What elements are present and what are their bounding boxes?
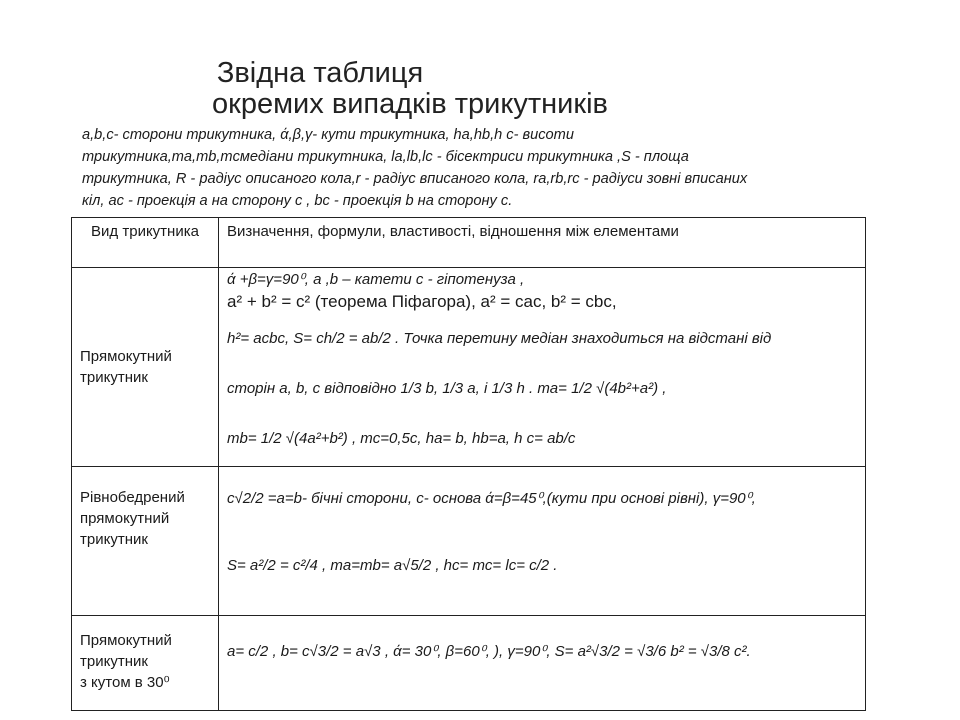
formula-line: a= c/2 , b= c√3/2 = a√3 , ά= 30⁰, β=60⁰, ), γ=90⁰, S= a²√3/2 = √3/6 b² = √3/8 c². xyxy=(227,643,751,660)
formula-line: mb= 1/2 √(4a²+b²) , mc=0,5c, ha= b, hb=a, h c= ab/c xyxy=(227,430,576,447)
row-name-cell xyxy=(72,268,219,467)
row-formula-cell xyxy=(219,616,866,711)
intro-line-4: кіл, ac - проекція a на сторону c , bc - проекція b на сторону c. xyxy=(82,193,513,209)
formula-line: S= a²/2 = c²/4 , ma=mb= a√5/2 , hc= mc= lc= c/2 . xyxy=(227,557,558,574)
table-header-row xyxy=(72,218,866,268)
row-name-line: Прямокутний xyxy=(80,632,172,649)
formula-line: a² + b² = c² (теорема Піфагора), a² = cac, b² = cbc, xyxy=(227,292,617,311)
row-name-cell xyxy=(72,467,219,616)
formula-line: ά +β=γ=90⁰, a ,b – катети c - гіпотенуза , xyxy=(227,271,525,288)
row-name-line: трикутник xyxy=(80,653,148,670)
row-name-line: прямокутний xyxy=(80,510,170,527)
header-definition-cell: Визначення, формули, властивості, відношення між елементами xyxy=(219,218,866,268)
table-row xyxy=(72,268,866,467)
formula-line: сторін a, b, c відповідно 1/3 b, 1/3 a, і 1/3 h . ma= 1/2 √(4b²+a²) , xyxy=(227,380,667,397)
table-row xyxy=(72,616,866,711)
formula-line: h²= acbc, S= ch/2 = ab/2 . Точка перетину медіан знаходиться на відстані від xyxy=(227,330,772,347)
row-formula-cell xyxy=(219,268,866,467)
title-line-2: окремих випадків трикутників xyxy=(212,88,608,120)
row-name-line: з кутом в 30⁰ xyxy=(80,674,170,691)
row-name-cell xyxy=(72,616,219,711)
intro-paragraph xyxy=(82,124,887,212)
row-name-line: трикутник xyxy=(80,369,148,386)
summary-table xyxy=(71,217,866,711)
formula-line: c√2/2 =a=b- бічні сторони, c- основа ά=β=45⁰,(кути при основі рівні), γ=90⁰, xyxy=(227,490,756,507)
row-formula-cell xyxy=(219,467,866,616)
title-line-1: Звідна таблиця xyxy=(216,57,424,89)
intro-line-3: трикутника, R - радіус описаного кола,r - радіус вписаного кола, ra,rb,rc - радіуси зовні вписаних xyxy=(82,171,748,187)
table-row xyxy=(72,467,866,616)
intro-line-1: a,b,c- сторони трикутника, ά,β,γ- кути трикутника, ha,hb,h c- висоти xyxy=(82,127,574,143)
intro-line-2: трикутника,ma,mb,mcмедіани трикутника, la,lb,lc - бісектриси трикутника ,S - площа xyxy=(82,149,689,165)
row-name-line: трикутник xyxy=(80,531,148,548)
header-type-cell: Вид трикутника xyxy=(72,218,219,268)
row-name-line: Прямокутний xyxy=(80,348,172,365)
row-name-line: Рівнобедрений xyxy=(80,489,185,506)
